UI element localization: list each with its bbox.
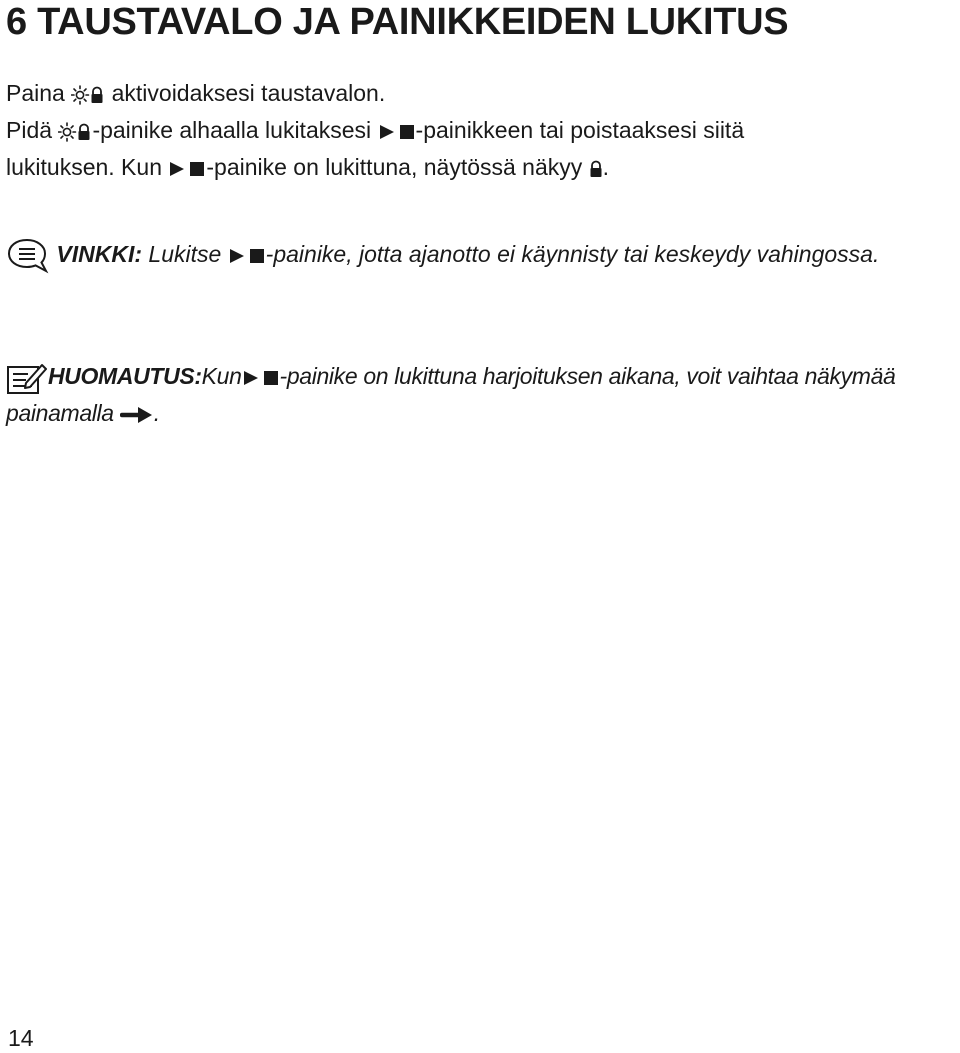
- tip-note: [6, 236, 946, 274]
- remark-label: HUOMAUTUS:: [48, 363, 202, 389]
- remark-part2: -painike on lukittuna harjoituksen aikana, voit vaihtaa näkymää painamalla: [6, 363, 896, 426]
- play-stop-icon: [168, 159, 206, 179]
- lock-icon: [589, 159, 603, 179]
- sun-lock-icon: [58, 122, 92, 142]
- play-stop-icon: [378, 122, 416, 142]
- paragraph2-part1: Pidä: [6, 117, 53, 143]
- paragraph1-before: Paina: [6, 80, 65, 106]
- paragraph2-part2: -painike alhaalla lukitaksesi: [92, 117, 372, 143]
- play-stop-icon: [228, 246, 266, 266]
- section-heading: 6 TAUSTAVALO JA PAINIKKEIDEN LUKITUS: [6, 1, 789, 43]
- remark-part3: .: [153, 400, 160, 426]
- note-pencil-icon: [6, 361, 48, 395]
- sun-lock-icon: [71, 85, 105, 105]
- paragraph2-part6: .: [602, 154, 610, 180]
- paragraph2-part3: -painikkeen tai poistaaksesi siitä: [415, 117, 745, 143]
- page-number: 14: [8, 1025, 34, 1051]
- tip-part1: Lukitse: [148, 241, 222, 267]
- paragraph2-part5: -painike on lukittuna, näytössä näkyy: [206, 154, 583, 180]
- paragraph1-after: aktivoidaksesi taustavalon.: [111, 80, 386, 106]
- lock-paragraph: [6, 112, 744, 186]
- play-stop-icon: [242, 368, 280, 388]
- remark-note: [6, 358, 958, 432]
- speech-bubble-icon: [6, 238, 50, 274]
- remark-part1: Kun: [201, 363, 242, 389]
- arrow-right-icon: [120, 405, 154, 425]
- paragraph2-part4: lukituksen. Kun: [6, 154, 162, 180]
- tip-part2: -painike, jotta ajanotto ei käynnisty tai keskeydy vahingossa.: [265, 241, 880, 267]
- tip-label: VINKKI:: [56, 241, 143, 267]
- backlight-paragraph: [6, 75, 385, 112]
